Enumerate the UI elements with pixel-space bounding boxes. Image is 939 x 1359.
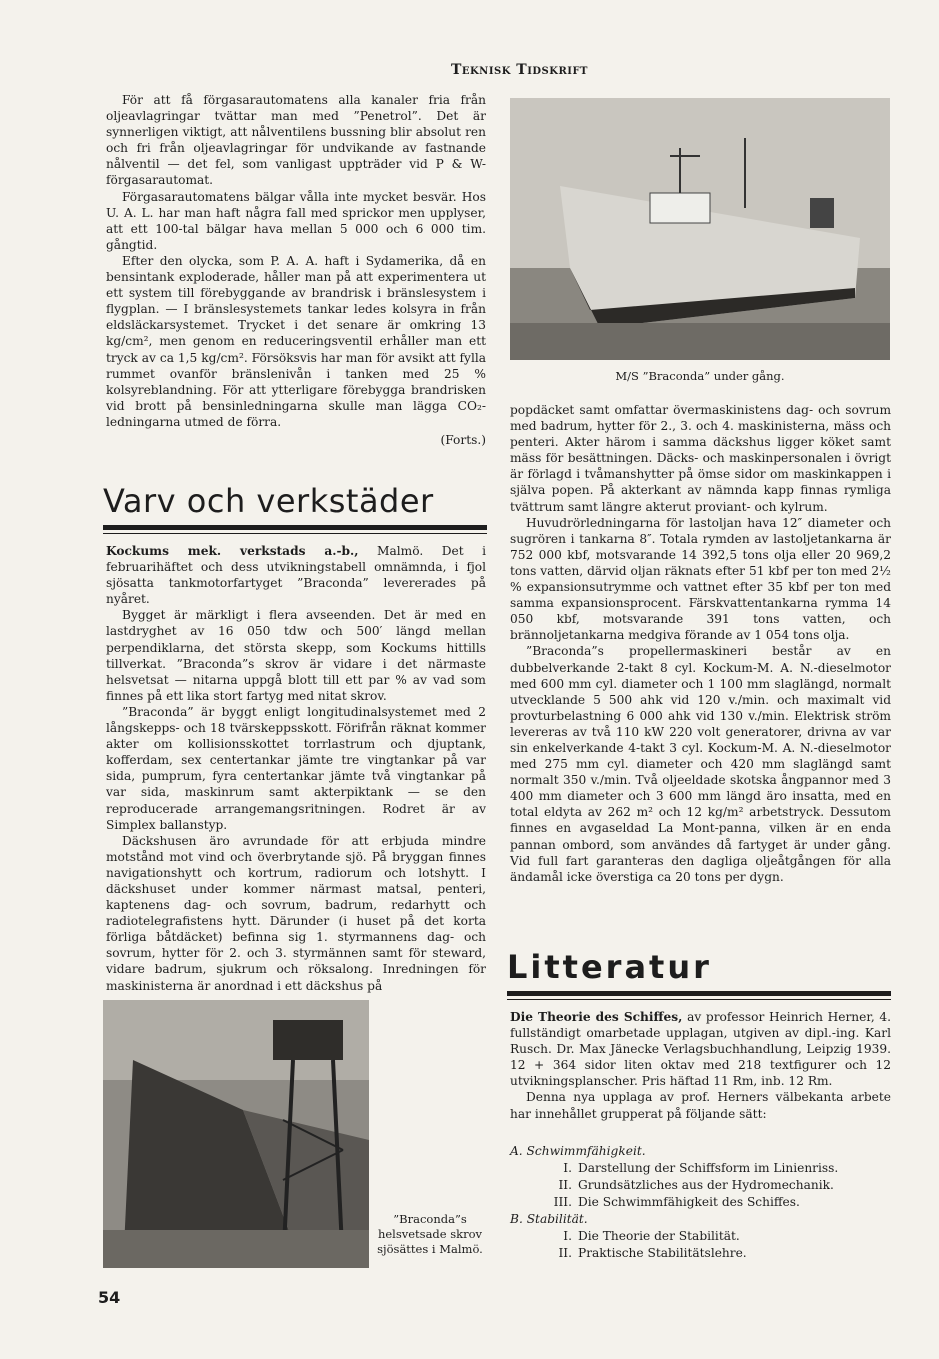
toc-number: II. [558,1246,572,1260]
toc-category: B. Stabilität. [510,1212,588,1226]
paragraph: ”Braconda” är byggt enligt longitudinalsystemet med 2 långskepps- och 18 tvärskeppsskott. Förifrån räknat kommer akter om kollisionsskottet torrlastrum och djuptank, kofferdam, sex centertankar jämte tre vingtankar på var sida, pumprum, fyra centertankar jämte två vingtankar på var sida, maskinrum samt akterpiktank — se den reproducerade arrangemangsritningen. Rodret är av Simplex ballanstyp. [106,704,486,832]
paragraph: Efter den olycka, som P. A. A. haft i Sydamerika, då en bensintank exploderade, håller man på att experimentera ut ett system till förebyggande av brandrisk i bränslesystem i flygplan. — I bränslesystemets tankar ledes kolsyra in från eldsläckarsystemet. Trycket i det senare är omkring 13 kg/cm², men genom en reduceringsventil erhåller man ett tryck av ca 1,5 kg/cm². Försöksvis har man för avsikt att fylla rummet ovanför bränslenivån i tanken med 25 % kolsyreblandning. För att ytterligare förebygga brandrisken vid brott på bensinledningarna skulle man lägga CO₂-ledningarna utmed de förra. [106,253,486,429]
toc-number: I. [563,1161,572,1175]
toc-text: Die Theorie der Stabilität. [578,1229,740,1243]
journal-title: Teknisk Tidskrift [450,62,588,78]
paragraph [106,543,486,607]
toc-text: Grundsätzliches aus der Hydromechanik. [578,1178,834,1192]
hull-launch-photo [103,1000,369,1268]
list-item [510,1194,891,1211]
heading-rule [507,991,891,996]
toc-number: III. [553,1195,572,1209]
company-name: Kockums mek. verkstads a.-b., [106,544,359,558]
paragraph: Däckshusen äro avrundade för att erbjuda mindre motstånd mot vind och överbrytande sjö. På bryggan finnes navigationshytt och kortrum, radiorum och lotshytt. I däckshuset under kommer närmast matsal, penteri, kaptenens dag- och sovrum, badrum, redarhytt och radiotelegrafistens hytt. Därunder (i huset på det korta förliga båtdäcket) befinna sig 1. styrmannens dag- och sovrum, hytter för 2. och 3. styrmännen samt för steward, vidare badrum, sjukrum och röksalong. Inredningen för maskinisterna är anordnad i ett däckshus på [106,833,486,993]
hull-photo-caption: ”Braconda”s helsvetsade skrov sjösättes i Malmö. [377,1212,483,1256]
paragraph: ”Braconda”s propellermaskineri består av en dubbelverkande 2-takt 8 cyl. Kockum-M. A. N.-dieselmotor med 600 mm cyl. diameter och 1 100 mm slaglängd, normalt utvecklande 5 500 ahk vid 120 v./min. och maximalt vid provturbelastning 6 000 ahk vid 130 v./min. Elektrisk ström levereras av två 110 kW 220 volt generatorer, drivna av var sin enkelverkande 4-takt 3 cyl. Kockum-M. A. N.-dieselmotor med 275 mm cyl. diameter och 420 mm slaglängd samt normalt 350 v./min. Två oljeeldade skotska ångpannor med 3 400 mm diameter och 3 600 mm längd äro insatta, med en total eldyta av 262 m² och 12 kg/m² arbetstryck. Dessutom finnes en avgaseldad La Mont-panna, vilken är en enda pannan ombord, som användes då fartyget är under gång. Vid full fart garanteras den dagliga oljeåtgången för alla ändamål icke överstiga ca 20 tons per dygn. [510,644,891,884]
left-column-kockums [106,543,486,994]
ship-underway-photo [510,98,890,360]
paragraph: Bygget är märkligt i flera avseenden. Det är med en lastdryghet av 16 050 tdw och 500′ längd mellan perpendiklarna, det största skepp, som Kockums hittills tillverkat. ”Braconda”s skrov är vidare i det närmaste helsvetsat — nitarna uppgå blott till ett par % av vad som finnes på ett lika stort fartyg med nitat skrov. [106,608,486,703]
paragraph: Förgasarautomatens bälgar vålla inte mycket besvär. Hos U. A. L. har man haft några fall med sprickor men upplyser, att ett 100-tal bälgar hava mellan 5 000 och 6 000 tim. gångtid. [106,189,486,252]
heading-rule [103,525,487,530]
list-item [510,1245,891,1262]
paragraph: För att få förgasarautomatens alla kanaler fria från oljeavlagringar tvättar man med ”Penetrol”. Det är synnerligen viktigt, att nålventilens bussning blir absolut ren och fri från oljeavlagringar för undvikande av fastnande nålventil — det fel, som vanligast uppträder vid P & W-förgasarautomat. [106,93,486,188]
left-column-top [106,92,486,448]
paragraph: Huvudrörledningarna för lastoljan hava 12″ diameter och sugrören i tankarna 8″. Totala rymden av lastoljetankarna är 752 000 kbf, motsvarande 14 392,5 tons olja eller 20 969,2 tons vatten, därvid oljan räknats efter 51 kbf per ton med 2½ % expansionsutrymme och vattnet efter 35 kbf per ton med samma expansionsprocent. Färskvattentankarna rymma 14 050 kbf, motsvarande 391 tons vatten, och brännoljetankarna medgiva förande av 1 054 tons olja. [510,515,891,643]
paragraph-text: av professor Heinrich Herner, 4. fullständigt omarbetade upplagan, utgiven av dipl.-ing. Karl Rusch. Dr. Max Jänecke Verlagsbuchhandlung, Leipzig 1939. 12 + 364 sidor liten oktav med 218 textfigurer och 12 utvikningsplanscher. Pris häftad 11 Rm, inb. 12 Rm. [510,1010,892,1089]
paragraph: Denna nya upplaga av prof. Herners välbekanta arbete har innehållet grupperat på följande sätt: [510,1090,891,1121]
page-number: 54 [98,1288,121,1307]
table-of-contents [510,1143,891,1262]
toc-category: A. Schwimmfähigkeit. [510,1144,646,1158]
list-item [510,1228,891,1245]
heading-rule-thin [507,999,891,1000]
continued-note: (Forts.) [440,432,486,447]
ship-photo-caption: M/S ”Braconda” under gång. [615,369,785,383]
heading-rule-thin [103,533,487,534]
toc-text: Darstellung der Schiffsform im Linienriss. [578,1161,839,1175]
paragraph: popdäcket samt omfattar övermaskinistens dag- och sovrum med badrum, hytter för 2., 3. och 4. maskinisterna, mäss och penteri. Akter härom i samma däckshus ligger köket samt mäss för besättningen. Däcks- och maskinpersonalen i övrigt är förlagd i tvåmanshytter på ömse sidor om maskinkappen i själva popen. På akterkant av nämnda kapp finnas rymliga tvättrum samt längre akterut proviant- och kylrum. [510,403,891,514]
book-title: Die Theorie des Schiffes, [510,1010,683,1024]
section-heading-varv: Varv och verkstäder [103,482,434,520]
right-column-text [510,402,891,885]
list-item [510,1177,891,1194]
toc-number: I. [563,1229,572,1243]
literature-review [510,1009,891,1122]
section-heading-litteratur: Litteratur [507,948,712,986]
list-item [510,1160,891,1177]
toc-text: Praktische Stabilitätslehre. [578,1246,747,1260]
paragraph-text: Malmö. Det i februarihäftet och dess utvikningstabell omnämnda, i fjol sjösatta tankmotorfartyget ”Braconda” levererades på nyåret. [106,544,486,607]
toc-text: Die Schwimmfähigkeit des Schiffes. [578,1195,800,1209]
toc-number: II. [558,1178,572,1192]
paragraph [510,1009,891,1089]
